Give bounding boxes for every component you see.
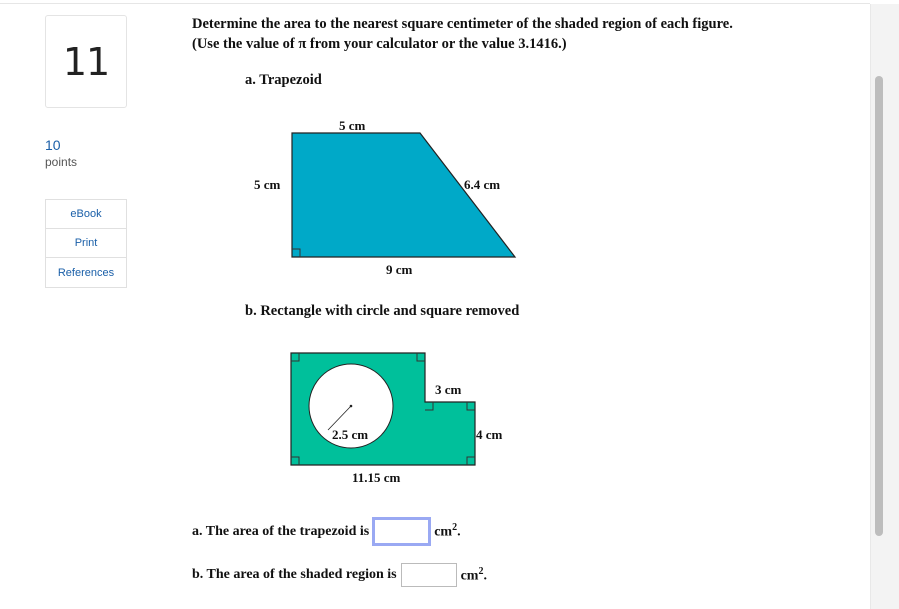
points-value: 10	[45, 137, 61, 153]
dim-bottom: 9 cm	[386, 262, 413, 277]
composite-figure	[285, 344, 520, 489]
answer-row-a	[192, 517, 461, 546]
dim-notch: 3 cm	[435, 382, 462, 397]
answer-a-label: a. The area of the trapezoid is	[192, 523, 370, 539]
answer-a-unit	[434, 522, 460, 541]
dim-radius: 2.5 cm	[332, 427, 369, 442]
points-label: points	[45, 155, 78, 169]
answer-a-input[interactable]	[372, 517, 431, 546]
unit-exponent: 2	[478, 565, 484, 577]
answer-b-unit	[461, 566, 487, 585]
dim-top: 5 cm	[339, 118, 366, 133]
question-text-line1: Determine the area to the nearest square centimeter of the shaded region of each figure.	[192, 16, 733, 32]
print-link[interactable]: Print	[46, 229, 126, 258]
unit-text: cm	[460, 568, 479, 584]
references-link[interactable]: References	[57, 266, 115, 279]
unit-text: cm	[434, 524, 453, 540]
dim-left: 5 cm	[254, 177, 281, 192]
dim-slant: 6.4 cm	[464, 177, 501, 192]
figure-a-title: a. Trapezoid	[245, 72, 322, 88]
question-number: 11	[62, 39, 110, 84]
top-divider	[0, 0, 870, 4]
answer-b-input[interactable]	[401, 563, 457, 587]
circle-center	[350, 405, 353, 408]
question-number-box	[45, 15, 127, 108]
ebook-link[interactable]: eBook	[46, 200, 126, 229]
unit-period: .	[483, 568, 487, 584]
unit-exponent: 2	[452, 522, 458, 534]
resources-panel	[45, 199, 127, 288]
unit-period: .	[457, 524, 461, 540]
question-text-line2: (Use the value of π from your calculator or the value 3.1416.)	[192, 36, 567, 52]
dim-bottom: 11.15 cm	[352, 470, 401, 485]
trapezoid-shape	[292, 133, 515, 257]
trapezoid-figure	[245, 110, 535, 280]
scrollbar-thumb[interactable]	[875, 76, 883, 536]
answer-b-label: b. The area of the shaded region is	[192, 567, 397, 582]
answer-row-b	[192, 563, 487, 587]
dim-right: 4 cm	[476, 427, 503, 442]
figure-b-title: b. Rectangle with circle and square removed	[245, 303, 520, 319]
